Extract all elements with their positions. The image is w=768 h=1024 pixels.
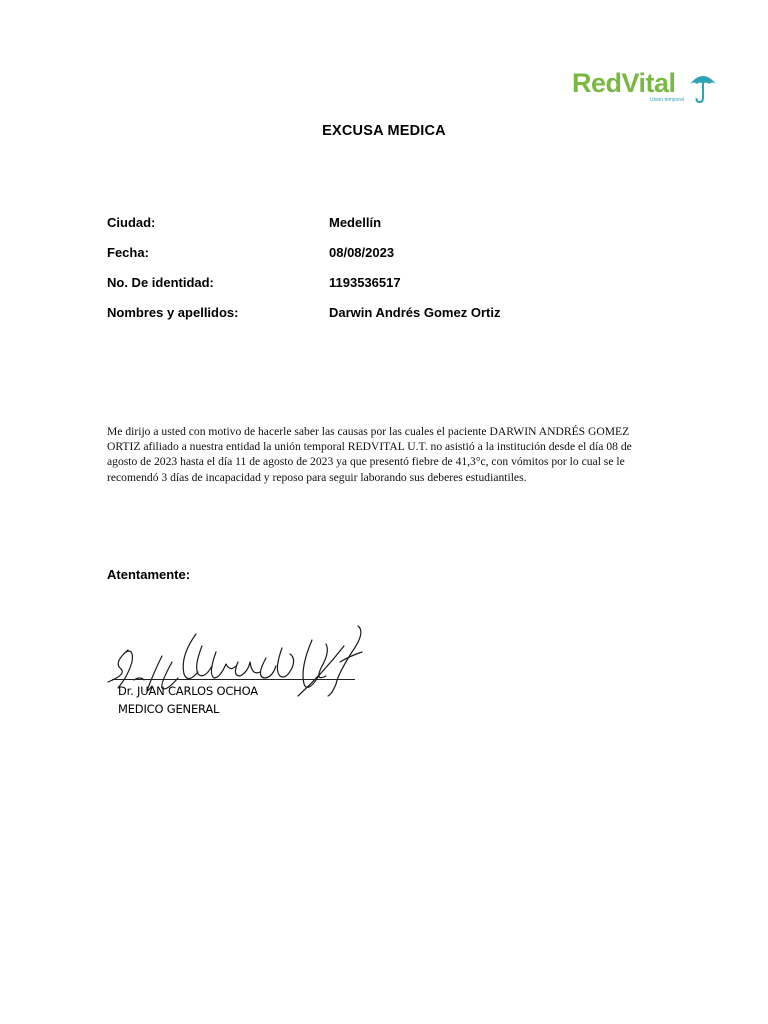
field-row-fecha (107, 244, 667, 262)
field-value: Darwin Andrés Gomez Ortiz (329, 305, 501, 320)
logo-word-red: Red (572, 68, 622, 98)
signature-line (112, 679, 355, 680)
umbrella-icon (688, 70, 718, 104)
field-label: No. De identidad: (107, 275, 214, 290)
doctor-role: MEDICO GENERAL (118, 702, 220, 716)
field-value: Medellín (329, 215, 382, 230)
field-value: 1193536517 (329, 275, 401, 290)
field-label: Ciudad: (107, 215, 156, 230)
closing-text: Atentamente: (107, 567, 191, 582)
logo-word-vital: Vital (621, 68, 676, 98)
document-title: EXCUSA MEDICA (322, 123, 446, 139)
field-label: Nombres y apellidos: (107, 305, 239, 320)
redvital-logo (572, 68, 722, 108)
body-paragraph: Me dirijo a usted con motivo de hacerle saber las causas por las cuales el paciente DARWIN ANDRÉS GOMEZ ORTIZ afiliado a nuestra entidad la unión temporal REDVITAL U.T. no asistió a la institución desde el día 08 de agosto de 2023 hasta el día 11 de agosto de 2023 ya que presentó fiebre de 41,3°c, con vómitos por lo cual se le recomendó 3 días de incapacidad y reposo para seguir laborando sus deberes estudiantiles. (107, 425, 632, 484)
field-label: Fecha: (107, 245, 149, 260)
field-row-ciudad (107, 214, 667, 232)
doctor-name: Dr. JUAN CARLOS OCHOA (118, 684, 258, 698)
logo-wordmark (572, 68, 676, 98)
field-value: 08/08/2023 (329, 245, 395, 260)
logo-subtitle: Union temporal (650, 97, 684, 103)
field-row-identidad (107, 274, 667, 292)
field-row-nombres (107, 304, 667, 322)
